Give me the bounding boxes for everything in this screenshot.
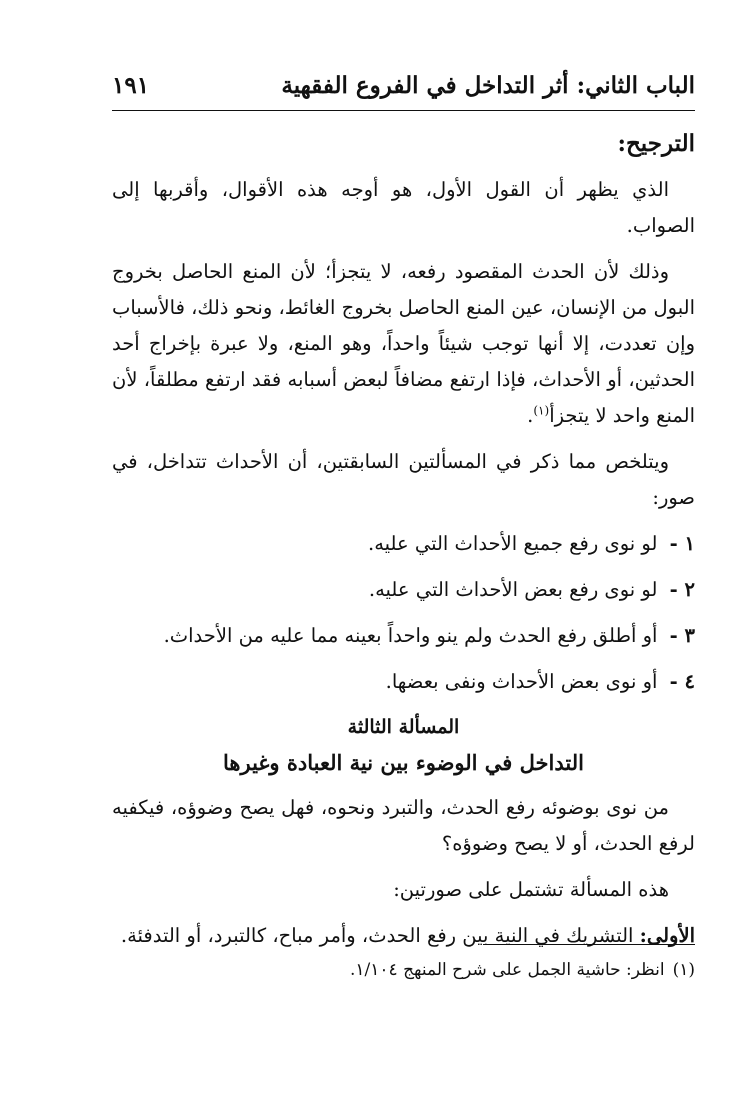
list-item-number: ٢ - xyxy=(669,578,695,601)
tarjih-paragraph-3: ويتلخص مما ذكر في المسألتين السابقتين، أن الأحداث تتداخل، في صور: xyxy=(112,450,695,509)
tarjih-paragraph-2 xyxy=(112,254,695,434)
list-item-text: لو نوى رفع جميع الأحداث التي عليه. xyxy=(368,532,658,555)
masala-paragraph-1: من نوى بوضوئه رفع الحدث، والتبرد ونحوه، فهل يصح وضوؤه، فيكفيه لرفع الحدث، أو لا يصح وضوؤه؟ xyxy=(112,796,695,855)
list-item xyxy=(112,572,695,608)
list-item-text: أو أطلق رفع الحدث ولم ينو واحداً بعينه مما عليه من الأحداث. xyxy=(163,624,658,647)
list-item xyxy=(112,526,695,562)
masala-label: المسألة الثالثة xyxy=(347,716,460,738)
running-header xyxy=(112,66,695,111)
chapter-title: الباب الثاني: أثر التداخل في الفروع الفقهية xyxy=(281,72,695,99)
list-item xyxy=(112,664,695,700)
footnote-number: (١) xyxy=(672,960,695,980)
masala-paragraph-2: هذه المسألة تشتمل على صورتين: xyxy=(393,878,669,901)
tarjih-paragraph-2-end: . xyxy=(527,404,534,427)
list-item-text: لو نوى رفع بعض الأحداث التي عليه. xyxy=(368,578,658,601)
footnote xyxy=(112,956,695,984)
tarjih-paragraph-1: الذي يظهر أن القول الأول، هو أوجه هذه الأقوال، وأقربها إلى الصواب. xyxy=(112,178,695,237)
tarjih-heading: الترجيح: xyxy=(617,130,695,157)
first-case-label: الأولى: xyxy=(639,924,695,947)
list-item-text: أو نوى بعض الأحداث ونفى بعضها. xyxy=(385,670,658,693)
first-case-text: التشريك في النية بين رفع الحدث، وأمر مباح، كالتبرد، أو التدفئة. xyxy=(120,924,634,947)
footnote-divider xyxy=(483,944,695,945)
page-body xyxy=(112,124,695,964)
footnote-reference[interactable]: (١) xyxy=(533,403,550,418)
list-item xyxy=(112,618,695,654)
page-number: ١٩١ xyxy=(112,72,150,99)
tarjih-paragraph-2-text: وذلك لأن الحدث المقصود رفعه، لا يتجزأ؛ لأن المنع الحاصل بخروج البول من الإنسان، عين المنع الحاصل بخروج الغائط، ونحو ذلك، فالأسباب وإن تعددت، إلا أنها توجب شيئاً واحداً، وهو المنع، ولا عبرة بإخراج أحد الحدثين، أو الأحداث، فإذا ارتفع مضافاً لبعض أسبابه فقد ارتفع مطلقاً، لأن المنع واحد لا يتجزأ xyxy=(112,260,695,427)
list-item-number: ١ - xyxy=(669,532,695,555)
masala-first-case xyxy=(112,918,695,954)
masala-title: التداخل في الوضوء بين نية العبادة وغيرها xyxy=(223,750,584,775)
cases-list xyxy=(112,526,695,700)
list-item-number: ٣ - xyxy=(669,624,695,647)
footnote-text: انظر: حاشية الجمل على شرح المنهج ١/١٠٤. xyxy=(350,960,665,980)
list-item-number: ٤ - xyxy=(669,670,695,693)
